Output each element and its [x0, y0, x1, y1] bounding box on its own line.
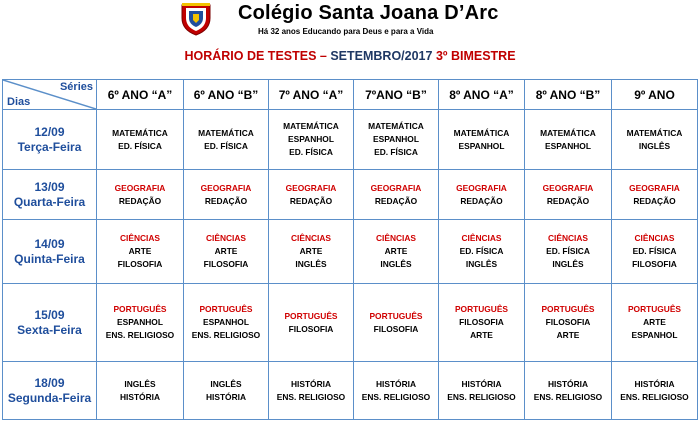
schedule-cell: [439, 220, 525, 284]
subject-label: MATEMÁTICA: [453, 127, 510, 138]
schedule-cell: [612, 110, 698, 170]
grade-header: 6º ANO “B”: [184, 80, 269, 110]
corner-cell: [3, 80, 97, 110]
subject-label: ENS. RELIGIOSO: [105, 330, 175, 340]
subject-label: FILOSOFIA: [459, 317, 504, 327]
day-cell: [3, 362, 97, 420]
subject-label: CIÊNCIAS: [375, 233, 417, 243]
schedule-cell: [97, 110, 184, 170]
table-row: [3, 170, 698, 220]
grade-header: 8º ANO “A”: [439, 80, 525, 110]
schedule-cell: [184, 362, 269, 420]
subject-label: GEOGRAFIA: [200, 182, 252, 193]
grade-header: 7ºANO “B”: [354, 80, 439, 110]
subject-label: INGLÊS: [124, 378, 156, 389]
subject-label: FILOSOFIA: [545, 317, 591, 327]
subject-label: INGLÊS: [638, 140, 671, 151]
subject-label: ENS. RELIGIOSO: [447, 391, 516, 402]
school-name: Colégio Santa Joana D’Arc: [238, 2, 499, 24]
subject-label: ESPANHOL: [117, 317, 163, 327]
subject-label: INGLÊS: [465, 259, 498, 269]
subject-label: ARTE: [384, 246, 408, 256]
title-month: SETEMBRO/2017: [330, 49, 433, 63]
subject-label: INGLÊS: [210, 378, 242, 389]
subject-label: REDAÇÃO: [289, 195, 333, 206]
subject-label: REDAÇÃO: [204, 195, 248, 206]
grade-header: 8º ANO “B”: [525, 80, 612, 110]
day-date: 15/09: [34, 307, 65, 322]
schedule-cell: [184, 284, 269, 362]
schedule-cell: [439, 284, 525, 362]
schedule-cell: [612, 220, 698, 284]
schedule-cell: [525, 110, 612, 170]
subject-label: ED. FÍSICA: [459, 246, 504, 256]
subject-label: ESPANHOL: [203, 317, 249, 327]
subject-label: FILOSOFIA: [203, 259, 249, 269]
day-weekday: Quinta-Feira: [14, 251, 85, 266]
subject-label: PORTUGUÊS: [454, 304, 509, 314]
grade-header: 7º ANO “A”: [269, 80, 354, 110]
subject-label: MATEMÁTICA: [368, 121, 424, 131]
day-weekday: Sexta-Feira: [17, 322, 82, 337]
day-cell: [3, 170, 97, 220]
corner-days-label: Dias: [7, 96, 31, 108]
subject-label: REDAÇÃO: [374, 195, 418, 206]
subject-label: ED. FÍSICA: [289, 147, 333, 157]
subject-label: GEOGRAFIA: [370, 182, 422, 193]
day-cell: [3, 220, 97, 284]
subject-label: ARTE: [299, 246, 323, 256]
document-header: [0, 0, 700, 44]
grade-header: 6º ANO “A”: [97, 80, 184, 110]
subject-label: ARTE: [556, 330, 580, 340]
table-row: [3, 362, 698, 420]
schedule-cell: [525, 170, 612, 220]
school-crest-icon: [178, 2, 214, 36]
schedule-cell: [525, 284, 612, 362]
subject-label: ESPANHOL: [373, 134, 419, 144]
subject-label: HISTÓRIA: [119, 391, 160, 402]
subject-label: HISTÓRIA: [205, 391, 246, 402]
subject-label: PORTUGUÊS: [199, 304, 253, 314]
subject-label: INGLÊS: [380, 259, 412, 269]
subject-label: CIÊNCIAS: [205, 233, 247, 243]
subject-label: ESPANHOL: [458, 140, 505, 151]
schedule-cell: [269, 170, 354, 220]
subject-label: GEOGRAFIA: [114, 182, 166, 193]
subject-label: FILOSOFIA: [288, 323, 334, 334]
subject-label: ESPANHOL: [288, 134, 334, 144]
subject-label: ESPANHOL: [545, 140, 591, 151]
title-term: 3º BIMESTRE: [435, 49, 516, 63]
corner-series-label: Séries: [59, 81, 93, 93]
schedule-cell: [612, 170, 698, 220]
subject-label: ENS. RELIGIOSO: [620, 391, 689, 402]
grade-header-row: [3, 80, 698, 110]
grade-header: 9º ANO: [612, 80, 698, 110]
schedule-cell: [97, 170, 184, 220]
subject-label: CIÊNCIAS: [290, 233, 332, 243]
schedule-cell: [97, 220, 184, 284]
subject-label: PORTUGUÊS: [541, 304, 595, 314]
day-date: 13/09: [34, 179, 65, 194]
subject-label: MATEMÁTICA: [198, 127, 254, 138]
subject-label: CIÊNCIAS: [461, 233, 502, 243]
subject-label: ED. FÍSICA: [118, 140, 162, 151]
day-weekday: Terça-Feira: [17, 139, 82, 154]
schedule-table: [2, 79, 698, 420]
schedule-cell: [439, 362, 525, 420]
subject-label: FILOSOFIA: [117, 259, 163, 269]
table-row: [3, 220, 698, 284]
subject-label: FILOSOFIA: [632, 259, 677, 269]
table-row: [3, 110, 698, 170]
subject-label: REDAÇÃO: [546, 195, 590, 206]
subject-label: ENS. RELIGIOSO: [276, 391, 346, 402]
title-main: HORÁRIO DE TESTES –: [184, 49, 327, 63]
schedule-cell: [97, 362, 184, 420]
schedule-cell: [439, 170, 525, 220]
day-date: 18/09: [34, 375, 65, 390]
subject-label: ENS. RELIGIOSO: [361, 391, 431, 402]
subject-label: GEOGRAFIA: [542, 182, 594, 193]
page-title: [0, 49, 700, 63]
day-weekday: Quarta-Feira: [13, 194, 86, 209]
day-date: 14/09: [34, 236, 65, 251]
subject-label: MATEMÁTICA: [283, 121, 339, 131]
subject-label: ARTE: [128, 246, 152, 256]
schedule-cell: [269, 284, 354, 362]
schedule-cell: [354, 110, 439, 170]
subject-label: REDAÇÃO: [460, 195, 503, 206]
subject-label: HISTÓRIA: [375, 378, 416, 389]
subject-label: MATEMÁTICA: [540, 127, 596, 138]
schedule-cell: [354, 284, 439, 362]
subject-label: ENS. RELIGIOSO: [191, 330, 261, 340]
subject-label: FILOSOFIA: [373, 323, 419, 334]
subject-label: ED. FÍSICA: [546, 246, 590, 256]
day-weekday: Segunda-Feira: [7, 390, 92, 405]
subject-label: CIÊNCIAS: [547, 233, 589, 243]
schedule-cell: [184, 110, 269, 170]
subject-label: ED. FÍSICA: [374, 147, 418, 157]
table-row: [3, 284, 698, 362]
schedule-cell: [525, 220, 612, 284]
subject-label: ENS. RELIGIOSO: [533, 391, 603, 402]
subject-label: GEOGRAFIA: [456, 182, 507, 193]
subject-label: PORTUGUÊS: [113, 304, 167, 314]
subject-label: PORTUGUÊS: [627, 304, 682, 314]
subject-label: REDAÇÃO: [118, 195, 162, 206]
subject-label: ESPANHOL: [631, 330, 678, 340]
subject-label: GEOGRAFIA: [285, 182, 337, 193]
schedule-cell: [354, 220, 439, 284]
day-cell: [3, 110, 97, 170]
subject-label: HISTÓRIA: [634, 378, 675, 389]
subject-label: INGLÊS: [552, 259, 584, 269]
school-slogan: Há 32 anos Educando para Deus e para a Vida: [258, 27, 434, 36]
subject-label: INGLÊS: [295, 259, 327, 269]
schedule-cell: [354, 362, 439, 420]
day-cell: [3, 284, 97, 362]
subject-label: ARTE: [214, 246, 238, 256]
subject-label: ED. FÍSICA: [632, 246, 677, 256]
subject-label: PORTUGUÊS: [284, 310, 338, 321]
schedule-cell: [612, 284, 698, 362]
subject-label: ARTE: [643, 317, 666, 327]
schedule-cell: [525, 362, 612, 420]
schedule-cell: [97, 284, 184, 362]
subject-label: CIÊNCIAS: [634, 233, 675, 243]
subject-label: MATEMÁTICA: [112, 127, 168, 138]
subject-label: HISTÓRIA: [290, 378, 331, 389]
subject-label: MATEMÁTICA: [626, 127, 683, 138]
schedule-cell: [439, 110, 525, 170]
subject-label: HISTÓRIA: [461, 378, 502, 389]
subject-label: GEOGRAFIA: [629, 182, 680, 193]
subject-label: HISTÓRIA: [547, 378, 588, 389]
subject-label: CIÊNCIAS: [119, 233, 161, 243]
schedule-cell: [612, 362, 698, 420]
schedule-cell: [269, 110, 354, 170]
day-date: 12/09: [34, 124, 65, 139]
subject-label: ED. FÍSICA: [204, 140, 248, 151]
schedule-cell: [354, 170, 439, 220]
schedule-cell: [184, 170, 269, 220]
subject-label: ARTE: [470, 330, 493, 340]
subject-label: PORTUGUÊS: [369, 310, 423, 321]
subject-label: REDAÇÃO: [633, 195, 676, 206]
schedule-cell: [269, 362, 354, 420]
schedule-cell: [184, 220, 269, 284]
schedule-cell: [269, 220, 354, 284]
